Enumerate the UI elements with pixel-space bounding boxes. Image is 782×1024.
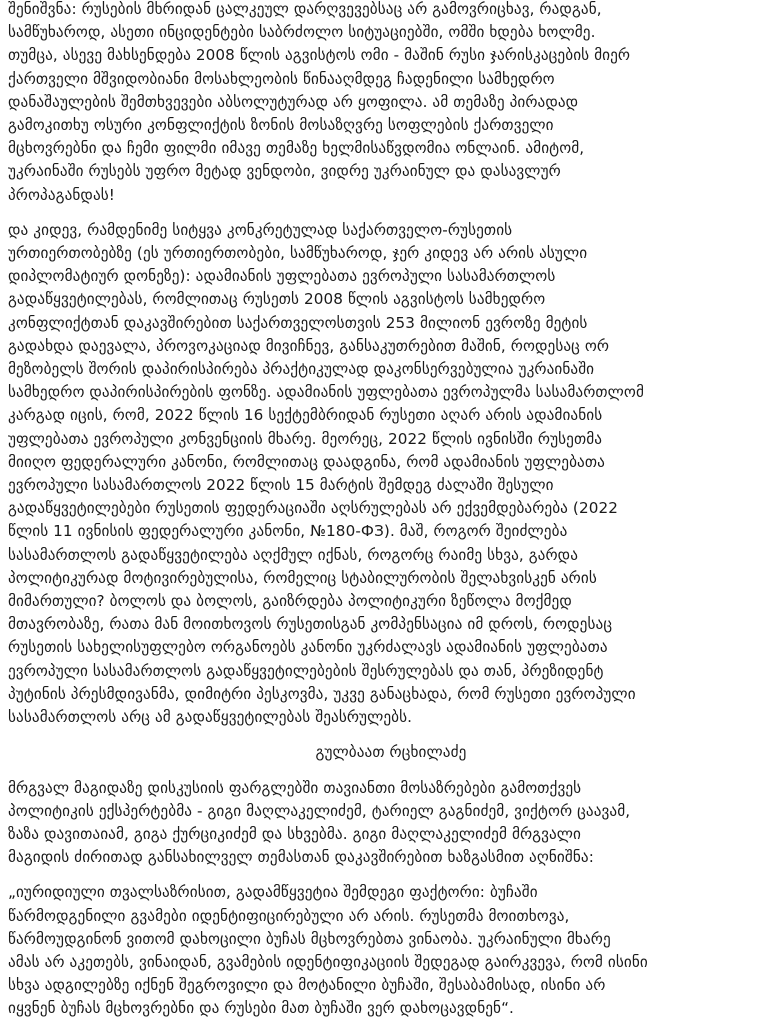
text-line: ამას არ აკეთებს, ვინაიდან, გვამების იდენტიფიკაციის შედეგად გაირკვევა, რომ ისინი	[8, 952, 648, 971]
paragraph-quote	[8, 881, 774, 1020]
paragraph-roundtable	[8, 777, 774, 870]
text-line: სასამართლოს არც ამ გადაწყვეტილებას შეასრულებს.	[8, 708, 413, 727]
text-line: წარმოდგენილი გვამები იდენტიფიცირებული არ არის. რუსეთმა მოითხოვა,	[8, 906, 570, 925]
text-line: სასამართლოს გადაწყვეტილება აღქმულ იქნას, როგორც რაიმე სხვა, გარდა	[8, 545, 579, 564]
text-line: სამხედრო დაპირისპირების ფონზე. ადამიანის უფლებათა ევროპულმა სასამართლომ	[8, 383, 645, 402]
paragraph-note	[8, 0, 774, 207]
author-name: გულბაათ რცხილაძე	[315, 743, 467, 762]
text-line: მიმართული? ბოლოს და ბოლოს, გაიზრდება პოლიტიკური ზეწოლა მოქმედ	[8, 592, 572, 611]
text-line: იყვნენ ბუჩას მცხოვრებნი და რუსები მათ ბუჩაში ვერ დახოცავდნენ“.	[8, 999, 514, 1018]
text-line: გამოკითხუ ოსური კონფლიქტის ზონის მოსაზღვრე სოფლების ქართველი	[8, 116, 554, 135]
text-line: ევროპული სასამართლოს გადაწყვეტილებების შესრულებას და თან, პრეზიდენტ	[8, 661, 604, 680]
text-line: მცხოვრებნი და ჩემი ფილმი იმავე თემაზე ხელმისაწვდომია ონლაინ. ამიტომ,	[8, 139, 585, 158]
text-line: თუმცა, ასევე მახსენდება 2008 წლის აგვისტოს ომი - მაშინ რუსი ჯარისკაცების მიერ	[8, 46, 631, 65]
text-line: პოლიტიკურად მოტივირებულისა, რომელიც სტაბილურობის შელახვისკენ არის	[8, 568, 597, 587]
text-line: ევროპული სასამართლოს 2022 წლის 15 მარტის შემდეგ ძალაში შესული	[8, 476, 554, 495]
text-line: პროპაგანდას!	[8, 185, 115, 204]
text-line: დიპლომატიურ დონეზე): ადამიანის უფლებათა ევროპული სასამართლოს	[8, 267, 556, 286]
text-line: მაგიდის ძირითად განსახილველ თემასთან დაკავშირებით ხაზგასმით აღნიშნა:	[8, 848, 594, 867]
text-line: და კიდევ, რამდენიმე სიტყვა კონკრეტულად საქართველო-რუსეთის	[8, 220, 513, 239]
text-line: მეზობელს შორის დაპირისპირება პრაქტიკულად დაკონსერვებულია უკრაინაში	[8, 360, 595, 379]
text-line: პოლიტიკის ექსპერტებმა - გიგი მაღლაკელიძემ, ტარიელ გაგნიძემ, ვიქტორ ცაავამ,	[8, 801, 631, 820]
text-line: სხვა ადგილებზე იქნენ შეგროვილი და მოტანილი ბუჩაში, შესაბამისად, ისინი არ	[8, 976, 606, 995]
text-line: ზაზა დავითაიამ, გიგა ქურციკიძემ და სხვებმა. გიგი მაღლაკელიძემ მრგვალი	[8, 824, 582, 843]
text-line: შენიშვნა: რუსების მხრიდან ცალკეულ დარღვევებსაც არ გამოვრიცხავ, რადგან,	[8, 0, 602, 18]
text-line: ურთიერთობებზე (ეს ურთიერთობები, სამწუხაროდ, ჯერ კიდევ არ არის ასული	[8, 244, 588, 263]
text-line: გადაწყვეტილებას, რომლითაც რუსეთს 2008 წლის აგვისტოს სამხედრო	[8, 290, 546, 309]
text-line: გადახდა დაევალა, პროვოკაციად მივიჩნევ, განსაკუთრებით მაშინ, როდესაც ორ	[8, 336, 610, 355]
text-line: კონფლიქტთან დაკავშირებით საქართველოსთვის 253 მილიონ ევროზე მეტის	[8, 313, 588, 332]
text-line: სამწუხაროდ, ასეთი ინციდენტები საბრძოლო სიტუაციებში, ომში ხდება ხოლმე.	[8, 23, 596, 42]
text-line: გადაწყვეტილებები რუსეთის ფედერაციაში აღსრულებას არ ექვემდებარება (2022	[8, 499, 618, 518]
text-line: კარგად იცის, რომ, 2022 წლის 16 სექტემბრიდან რუსეთი აღარ არის ადამიანის	[8, 406, 603, 425]
text-line: უფლებათა ევროპული კონვენციის მხარე. მეორეც, 2022 წლის ივნისში რუსეთმა	[8, 429, 603, 448]
paragraph-relations	[8, 219, 774, 729]
text-line: მთავრობაზე, რათა მან მოითხოვოს რუსეთისგან კომპენსაცია იმ დროს, როდესაც	[8, 615, 613, 634]
text-line: მიიღო ფედერალური კანონი, რომლითაც დაადგინა, რომ ადამიანის უფლებათა	[8, 452, 605, 471]
text-line: წარმოუდგინონ ვითომ დახოცილი ბუჩას მცხოვრებთა ვინაობა. უკრაინული მხარე	[8, 929, 611, 948]
text-line: წლის 11 ივნისის ფედერალური კანონი, №180-ФЗ). მაშ, როგორ შეიძლება	[8, 522, 568, 541]
text-line: რუსეთის სახელისუფლებო ორგანოებს კანონი უკრძალავს ადამიანის უფლებათა	[8, 638, 608, 657]
text-line: „იურიდიული თვალსაზრისით, გადამწყვეტია შემდეგი ფაქტორი: ბუჩაში	[8, 883, 538, 902]
text-line: მრგვალ მაგიდაზე დისკუსიის ფარგლებში თავიანთი მოსაზრებები გამოთქვეს	[8, 778, 582, 797]
text-line: დანაშაულების შემთხვევები აბსოლუტურად არ ყოფილა. ამ თემაზე პირადად	[8, 92, 579, 111]
text-line: უკრაინაში რუსებს უფრო მეტად ვენდობი, ვიდრე უკრაინულ და დასავლურ	[8, 162, 561, 181]
text-line: ქართველი მშვიდობიანი მოსახლეობის წინააღმდეგ ჩადენილი სამხედრო	[8, 69, 555, 88]
text-line: პუტინის პრესმდივანმა, დიმიტრი პესკოვმა, უკვე განაცხადა, რომ რუსეთი ევროპული	[8, 684, 636, 703]
